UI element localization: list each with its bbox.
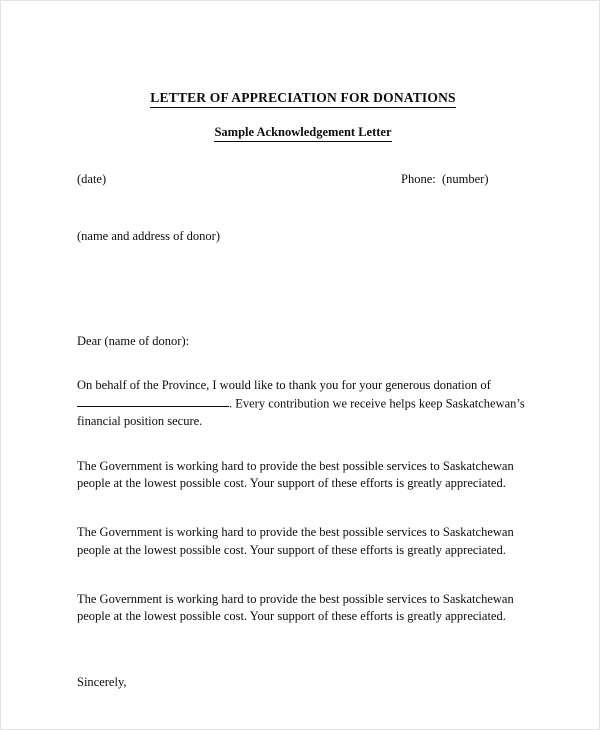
page-subtitle: Sample Acknowledgement Letter — [214, 125, 391, 142]
letter-header-row — [77, 171, 529, 188]
salutation-line: Dear (name of donor): — [77, 334, 190, 349]
closing-line: Sincerely, — [77, 675, 127, 690]
date-placeholder: (date) — [77, 172, 107, 187]
body-paragraph-3: The Government is working hard to provide the best possible services to Saskatchewan people at the lowest possible cost. Your support of these efforts is greatly appreciated. — [77, 525, 514, 557]
page-title: LETTER OF APPRECIATION FOR DONATIONS — [150, 90, 456, 108]
donor-address-placeholder: (name and address of donor) — [77, 229, 221, 244]
donation-amount-blank — [77, 395, 229, 408]
title-block — [77, 89, 529, 108]
subtitle-block — [77, 123, 529, 142]
body-paragraph-4: The Government is working hard to provide the best possible services to Saskatchewan people at the lowest possible cost. Your support of these efforts is greatly appreciated. — [77, 591, 514, 624]
body-paragraph-2: The Government is working hard to provide the best possible services to Saskatchewan people at the lowest possible cost. Your support of these efforts is greatly appreciated. — [77, 458, 514, 491]
phone-label: Phone: (number) — [401, 172, 489, 187]
donation-sentence-tail: . Every contribution we receive helps keep Saskatchewan’s financial position secure. — [77, 396, 525, 428]
body-paragraph-1 — [77, 377, 529, 431]
document-content — [77, 1, 529, 691]
donation-sentence-lead: On behalf of the Province, I would like to thank you for your generous donation of — [77, 377, 491, 392]
